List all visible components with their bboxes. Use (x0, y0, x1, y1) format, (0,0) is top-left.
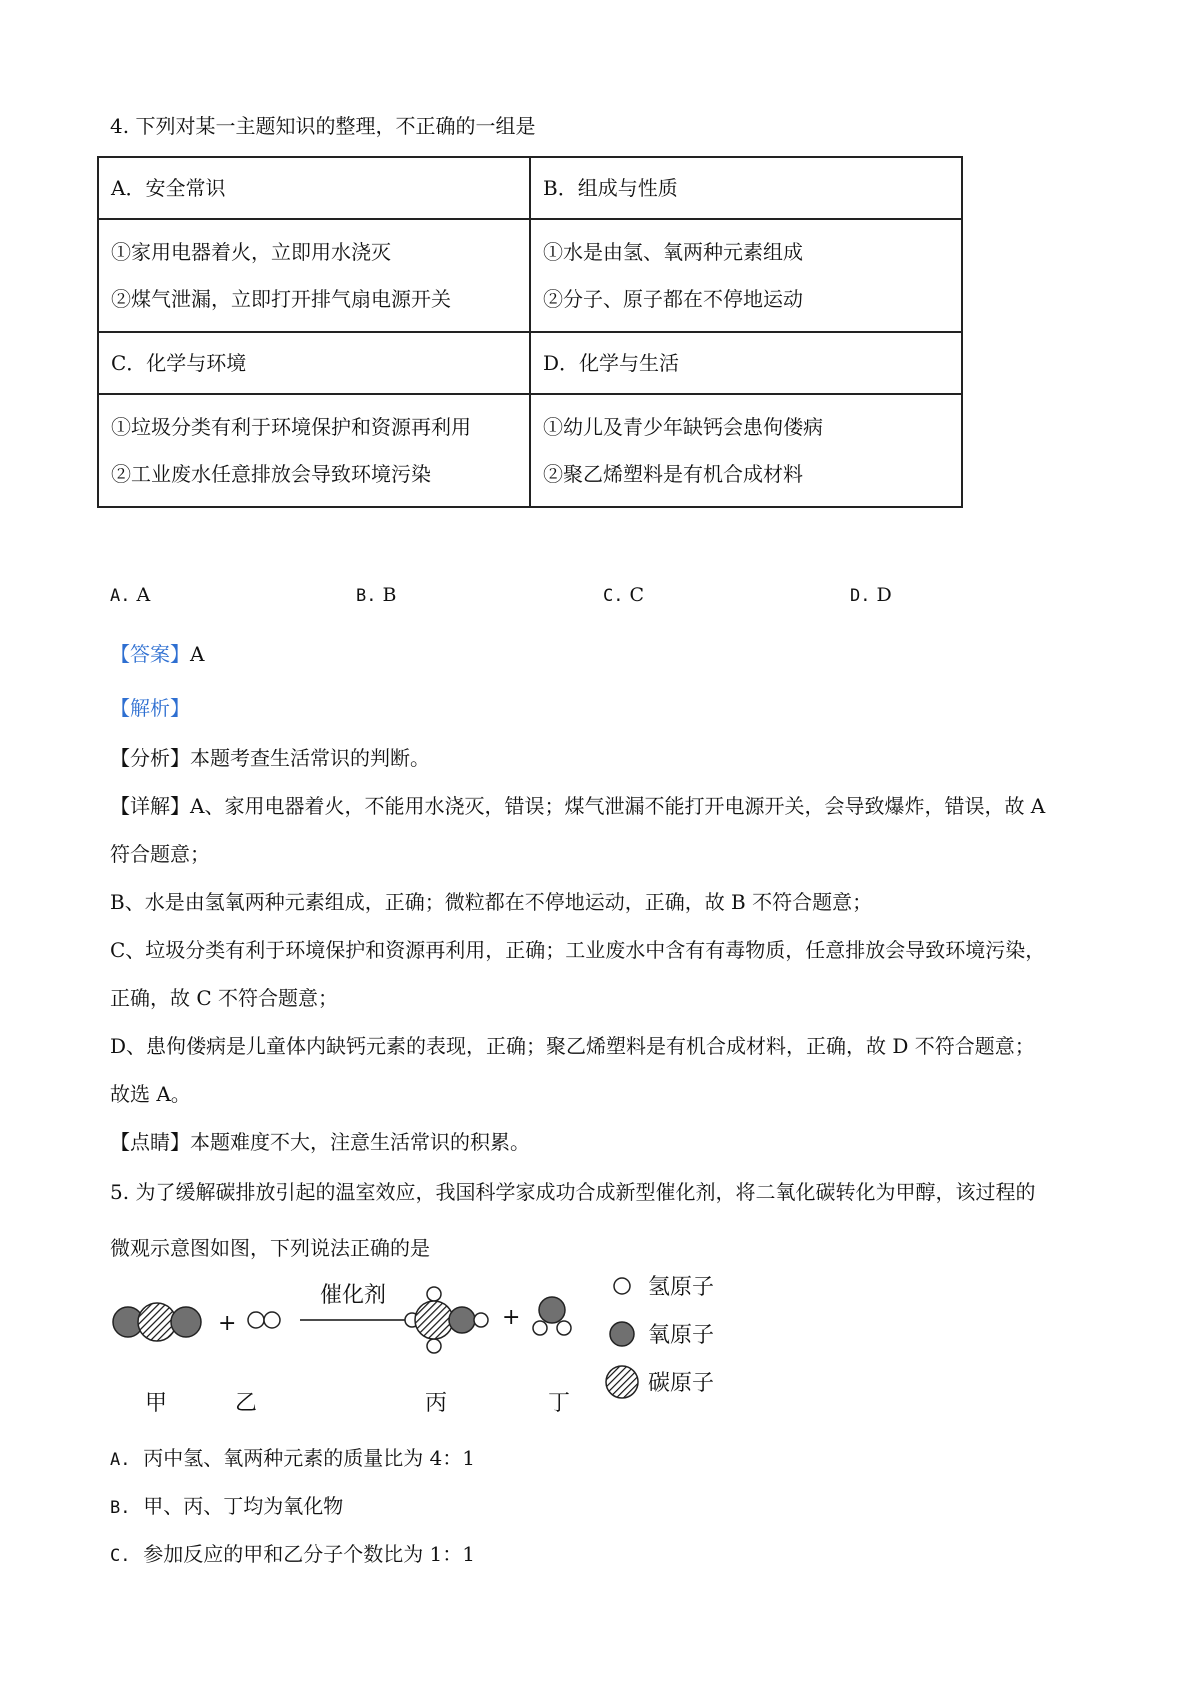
list-item: ②煤气泄漏，立即打开排气扇电源开关 (111, 286, 451, 311)
paragraph: 符合题意； (110, 842, 210, 866)
paragraph: D、患佝偻病是儿童体内缺钙元素的表现，正确；聚乙烯塑料是有机合成材料，正确，故 D 不符合题意； (110, 1034, 1035, 1058)
molecule-ding (533, 1297, 571, 1335)
label-jia: 甲 (145, 1391, 168, 1416)
reaction-diagram (100, 1270, 800, 1430)
question-5-stem: 5. 为了缓解碳排放引起的温室效应，我国科学家成功合成新型催化剂，将二氧化碳转化为甲醇，该过程的 (110, 1180, 1036, 1204)
option-c[interactable]: C. C (603, 584, 645, 606)
table-cell-a-body (98, 219, 530, 332)
label-bing: 丙 (425, 1391, 448, 1416)
molecule-jia (113, 1303, 201, 1341)
answer-value: A (190, 642, 205, 666)
table-row (98, 219, 962, 332)
paragraph: 故选 A。 (110, 1082, 191, 1106)
plus-sign: + (502, 1305, 521, 1330)
table-cell-a-head: A．安全常识 (98, 157, 530, 219)
table-row (98, 394, 962, 507)
answer-line (110, 638, 204, 667)
list-item: ①家用电器着火，立即用水浇灭 (111, 239, 391, 264)
hydrogen-atom-icon (248, 1312, 264, 1328)
table-row (98, 332, 962, 394)
paragraph: C、垃圾分类有利于环境保护和资源再利用，正确；工业废水中含有有毒物质，任意排放会导致环境污染， (110, 938, 1046, 962)
oxygen-atom-icon (171, 1307, 201, 1337)
list-item: ①水是由氢、氧两种元素组成 (543, 239, 803, 264)
question-4-stem: 4. 下列对某一主题知识的整理，不正确的一组是 (110, 114, 536, 138)
hydrogen-atom-icon (557, 1321, 571, 1335)
paragraph: 【点睛】本题难度不大，注意生活常识的积累。 (110, 1130, 530, 1154)
molecule-yi (248, 1312, 280, 1328)
legend (606, 1275, 714, 1398)
q5-option-a[interactable]: A. 丙中氢、氧两种元素的质量比为 4：1 (110, 1446, 476, 1470)
molecule-bing (405, 1287, 488, 1353)
table-row (98, 157, 962, 219)
hydrogen-atom-icon (264, 1312, 280, 1328)
table-cell-d-body (530, 394, 962, 507)
list-item: ①垃圾分类有利于环境保护和资源再利用 (111, 414, 471, 439)
list-item: ①幼儿及青少年缺钙会患佝偻病 (543, 414, 823, 439)
q5-option-b[interactable]: B. 甲、丙、丁均为氧化物 (110, 1494, 344, 1518)
carbon-atom-icon (415, 1301, 453, 1339)
option-a[interactable]: A. A (110, 584, 151, 606)
table-cell-b-body (530, 219, 962, 332)
hydrogen-atom-icon (427, 1287, 441, 1301)
hydrogen-atom-icon (427, 1339, 441, 1353)
oxygen-atom-icon (449, 1307, 475, 1333)
hydrogen-atom-icon (474, 1313, 488, 1327)
answer-label: 【答案】 (110, 642, 190, 666)
list-item: ②聚乙烯塑料是有机合成材料 (543, 461, 803, 486)
carbon-atom-icon (606, 1366, 638, 1398)
table-cell-d-head: D．化学与生活 (530, 332, 962, 394)
legend-carbon: 碳原子 (648, 1371, 715, 1396)
label-yi: 乙 (235, 1391, 258, 1416)
list-item: ②分子、原子都在不停地运动 (543, 286, 803, 311)
table-cell-c-body (98, 394, 530, 507)
table-cell-b-head: B．组成与性质 (530, 157, 962, 219)
q5-option-c[interactable]: C. 参加反应的甲和乙分子个数比为 1：1 (110, 1542, 476, 1566)
table-cell-c-head: C．化学与环境 (98, 332, 530, 394)
paragraph: 【分析】本题考查生活常识的判断。 (110, 746, 430, 770)
catalyst-label: 催化剂 (320, 1283, 387, 1308)
question-5-stem-line2: 微观示意图如图，下列说法正确的是 (110, 1236, 430, 1260)
paragraph: 【详解】A、家用电器着火，不能用水浇灭，错误；煤气泄漏不能打开电源开关，会导致爆炸，错误，故 A (110, 794, 1046, 818)
paragraph: 正确，故 C 不符合题意； (110, 986, 339, 1010)
topic-table (97, 156, 963, 508)
plus-sign: + (218, 1311, 237, 1336)
analysis-label: 【解析】 (110, 696, 190, 720)
legend-hydrogen: 氢原子 (648, 1275, 715, 1300)
oxygen-atom-icon (539, 1297, 565, 1323)
oxygen-atom-icon (610, 1322, 634, 1346)
list-item: ②工业废水任意排放会导致环境污染 (111, 461, 431, 486)
option-d[interactable]: D. D (850, 584, 892, 606)
paragraph: B、水是由氢氧两种元素组成，正确；微粒都在不停地运动，正确，故 B 不符合题意； (110, 890, 873, 914)
option-b[interactable]: B. B (356, 584, 397, 606)
hydrogen-atom-icon (614, 1278, 630, 1294)
hydrogen-atom-icon (533, 1321, 547, 1335)
label-ding: 丁 (548, 1391, 571, 1416)
legend-oxygen: 氧原子 (648, 1323, 715, 1348)
